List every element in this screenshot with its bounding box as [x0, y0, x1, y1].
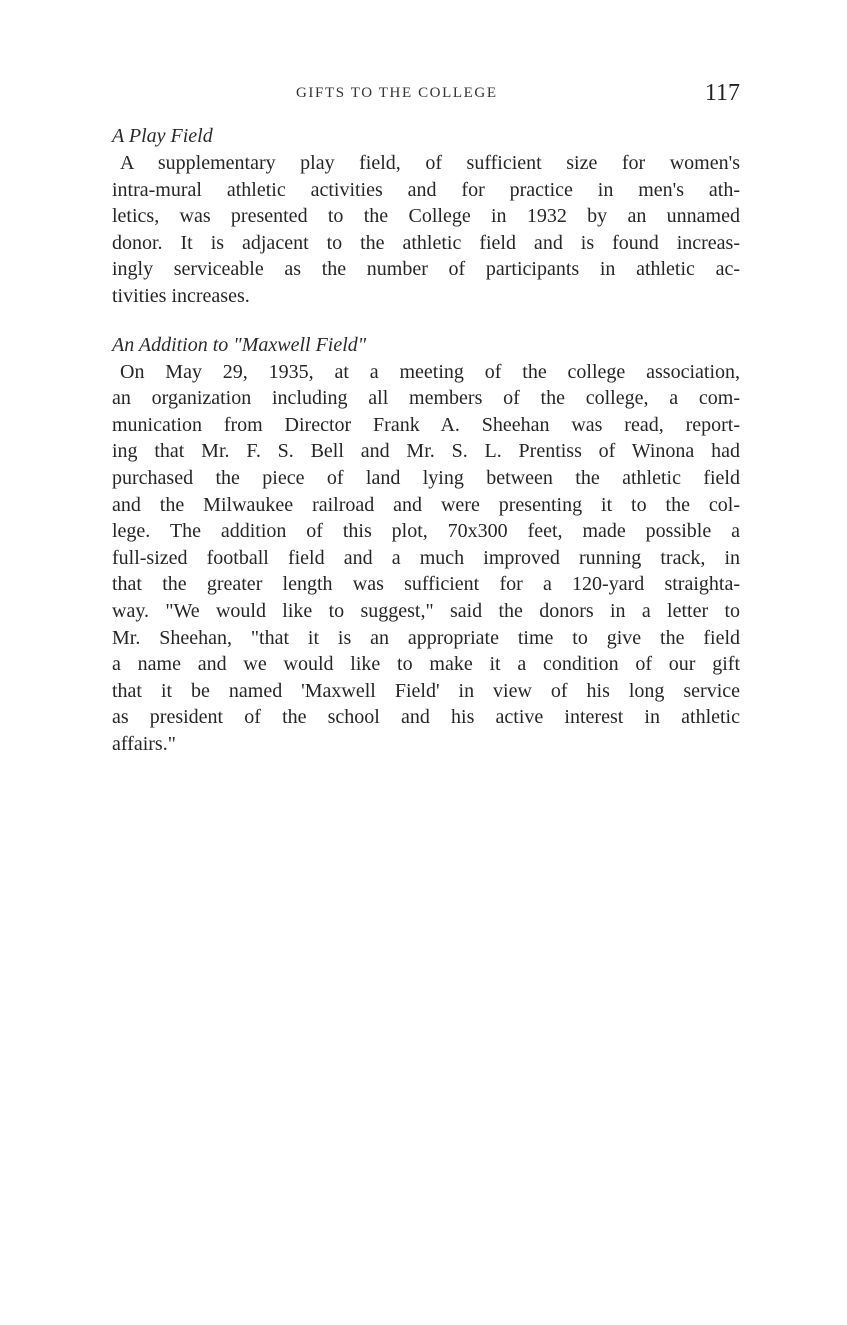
text-line: A supplementary play field, of sufficient size for women's	[120, 152, 740, 174]
page-number: 117	[704, 80, 740, 106]
text-line: affairs."	[112, 732, 176, 755]
running-head	[108, 82, 740, 108]
text-line: ingly serviceable as the number of participants in athletic ac-	[112, 258, 740, 281]
text-line: intra-mural athletic activities and for practice in men's ath-	[112, 178, 740, 201]
running-title: GIFTS TO THE COLLEGE	[296, 85, 498, 101]
text-line: an organization including all members of the college, a com-	[112, 387, 740, 410]
text-line: donor. It is adjacent to the athletic field and is found increas-	[112, 231, 740, 254]
text-line: letics, was presented to the College in 1932 by an unnamed	[112, 205, 740, 228]
text-line: that it be named 'Maxwell Field' in view of his long service	[112, 679, 740, 702]
paragraph	[112, 150, 740, 310]
text-line: lege. The addition of this plot, 70x300 feet, made possible a	[112, 520, 740, 543]
section-heading: A Play Field	[112, 125, 213, 147]
paragraph	[112, 359, 740, 758]
text-line: full-sized football field and a much improved running track, in	[112, 546, 740, 569]
text-line: and the Milwaukee railroad and were presenting it to the col-	[112, 493, 740, 516]
text-line: tivities increases.	[112, 284, 250, 307]
section-heading: An Addition to "Maxwell Field"	[112, 333, 367, 356]
page-content	[112, 122, 740, 778]
text-line: as president of the school and his active interest in athletic	[112, 706, 740, 729]
text-line: purchased the piece of land lying between the athletic field	[112, 466, 740, 489]
text-line: munication from Director Frank A. Sheehan was read, report-	[112, 413, 740, 436]
section-play-field	[112, 122, 740, 310]
section-maxwell-field	[112, 331, 740, 758]
text-line: way. "We would like to suggest," said the donors in a letter to	[112, 599, 740, 622]
text-line: Mr. Sheehan, "that it is an appropriate time to give the field	[112, 626, 740, 649]
text-line: ing that Mr. F. S. Bell and Mr. S. L. Prentiss of Winona had	[112, 440, 740, 463]
text-line: On May 29, 1935, at a meeting of the college association,	[120, 360, 740, 383]
text-line: a name and we would like to make it a condition of our gift	[112, 653, 740, 676]
text-line: that the greater length was sufficient for a 120-yard straighta-	[112, 573, 740, 596]
